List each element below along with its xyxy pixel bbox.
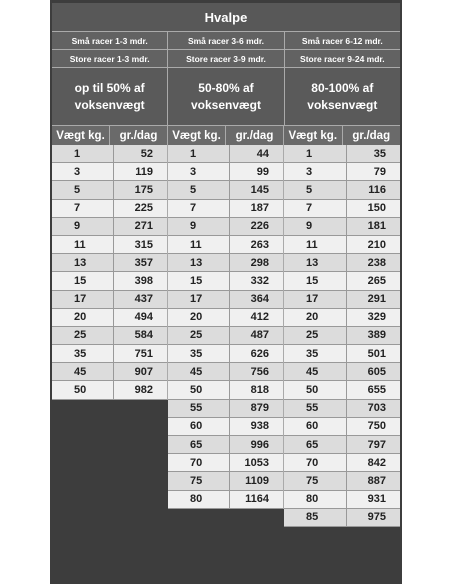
grams-per-day-cell: 751 [134,347,153,360]
weight-cell: 11 [284,236,347,253]
large-breed-age-row [52,50,400,68]
grams-per-day-cell: 412 [250,311,269,324]
table-row [284,200,400,218]
column-group-1 [52,126,168,400]
table-row [284,327,400,345]
weight-cell: 1 [52,145,114,162]
weight-cell: 9 [52,218,114,235]
weight-cell: 15 [52,272,114,289]
grams-per-day-cell: 181 [367,220,386,233]
table-row [52,345,167,363]
table-row [284,381,400,399]
table-row [168,163,283,181]
weight-cell: 25 [168,327,230,344]
grams-per-day-cell: 1164 [245,493,269,506]
grams-per-day-cell: 605 [367,365,386,378]
weight-cell: 9 [284,218,347,235]
grams-per-day-cell: 99 [256,165,269,178]
table-row [168,400,283,418]
weight-cell: 13 [284,254,347,271]
table-row [284,309,400,327]
grams-per-day-cell: 626 [250,347,269,360]
grams-per-day-cell: 52 [140,147,153,160]
table-row [284,363,400,381]
column-group-3 [284,126,400,527]
table-row [168,254,283,272]
grams-per-day-cell: 797 [367,438,386,451]
weight-cell: 65 [168,436,230,453]
weight-cell: 60 [284,418,347,435]
table-row [52,272,167,290]
table-row [284,236,400,254]
weight-column-header: Vægt kg. [52,126,110,145]
table-row [168,236,283,254]
weight-cell: 1 [284,145,347,162]
large-breed-age-2: Store racer 3-9 mdr. [168,50,284,68]
grams-per-day-cell: 996 [250,438,269,451]
table-row [284,418,400,436]
column-header-row [52,126,167,145]
table-row [52,363,167,381]
grams-per-day-cell: 655 [367,384,386,397]
weight-cell: 3 [52,163,114,180]
table-row [168,345,283,363]
table-row [52,309,167,327]
weight-cell: 7 [284,200,347,217]
percent-text: 80-100% af [311,80,374,95]
weight-cell: 45 [168,363,230,380]
grams-per-day-cell: 938 [250,420,269,433]
grams-per-day-cell: 145 [250,183,269,196]
small-breed-age-row [52,32,400,50]
weight-cell: 45 [52,363,114,380]
table-row [168,472,283,490]
percent-text: op til 50% af [74,80,145,95]
grams-per-day-cell: 329 [367,311,386,324]
weight-cell: 20 [284,309,347,326]
grams-per-day-cell: 226 [250,220,269,233]
grams-per-day-cell: 44 [256,147,269,160]
grams-per-day-cell: 116 [368,183,386,196]
large-breed-age-3: Store racer 9-24 mdr. [285,50,400,68]
weight-cell: 35 [52,345,114,362]
weight-cell: 5 [52,181,114,198]
weight-cell: 7 [52,200,114,217]
table-row [52,200,167,218]
table-row [284,472,400,490]
table-row [52,145,167,163]
grams-per-day-cell: 79 [373,165,386,178]
table-row [284,145,400,163]
weight-cell: 11 [52,236,114,253]
table-row [284,509,400,527]
grams-per-day-column-header: gr./dag [235,129,274,142]
grams-per-day-cell: 887 [367,474,386,487]
grams-per-day-cell: 298 [250,256,269,269]
grams-per-day-cell: 175 [134,183,153,196]
table-row [52,236,167,254]
table-row [284,163,400,181]
grams-per-day-cell: 501 [367,347,386,360]
table-row [168,436,283,454]
grams-per-day-cell: 389 [367,329,386,342]
grams-per-day-cell: 265 [367,274,386,287]
table-row [168,181,283,199]
data-rows [284,145,400,527]
table-row [284,436,400,454]
grams-per-day-cell: 119 [135,165,153,178]
weight-cell: 15 [168,272,230,289]
table-row [284,291,400,309]
weight-cell: 55 [284,400,347,417]
table-row [52,181,167,199]
grams-per-day-cell: 879 [250,402,269,415]
weight-cell: 3 [168,163,230,180]
weight-cell: 70 [284,454,347,471]
weight-cell: 65 [284,436,347,453]
weight-cell: 3 [284,163,347,180]
weight-cell: 25 [284,327,347,344]
grams-per-day-cell: 842 [367,456,386,469]
table-row [168,200,283,218]
grams-per-day-cell: 437 [134,293,153,306]
weight-cell: 1 [168,145,230,162]
table-row [52,254,167,272]
grams-per-day-cell: 750 [367,420,386,433]
grams-per-day-cell: 1109 [245,474,269,487]
table-row [168,327,283,345]
weight-cell: 50 [168,381,230,398]
weight-cell: 17 [284,291,347,308]
weight-cell: 80 [168,491,230,508]
weight-cell: 11 [168,236,230,253]
adult-weight-percent-2 [168,68,284,126]
weight-cell: 85 [284,509,347,526]
grams-per-day-cell: 187 [250,202,269,215]
weight-cell: 35 [284,345,347,362]
table-row [52,291,167,309]
weight-cell: 20 [52,309,114,326]
puppy-feeding-table [52,3,400,527]
grams-per-day-cell: 1053 [244,456,269,469]
weight-column-header: Vægt kg. [168,126,226,145]
column-header-row [284,126,400,145]
adult-weight-percent-row [52,68,400,126]
column-group-2 [168,126,284,509]
weight-cell: 7 [168,200,230,217]
grams-per-day-cell: 818 [250,384,269,397]
small-breed-age-2: Små racer 3-6 mdr. [168,32,284,50]
table-row [284,181,400,199]
grams-per-day-cell: 150 [367,202,386,215]
table-row [284,272,400,290]
table-row [168,145,283,163]
weight-cell: 55 [168,400,230,417]
weight-cell: 60 [168,418,230,435]
small-breed-age-3: Små racer 6-12 mdr. [285,32,400,50]
table-row [52,381,167,399]
grams-per-day-cell: 398 [134,274,153,287]
weight-cell: 80 [284,491,347,508]
weight-cell: 50 [52,381,114,398]
grams-per-day-cell: 357 [134,256,153,269]
grams-per-day-cell: 931 [367,493,386,506]
grams-per-day-cell: 291 [367,293,386,306]
grams-per-day-cell: 975 [367,511,386,524]
table-row [168,491,283,509]
data-column-groups [52,126,400,527]
grams-per-day-cell: 982 [134,384,153,397]
table-row [168,309,283,327]
column-header-row [168,126,283,145]
weight-cell: 13 [52,254,114,271]
weight-cell: 75 [168,472,230,489]
table-row [168,363,283,381]
small-breed-age-1: Små racer 1-3 mdr. [52,32,168,50]
table-row [168,291,283,309]
table-row [168,454,283,472]
grams-per-day-cell: 35 [373,147,386,160]
percent-unit: voksenvægt [307,97,378,112]
weight-cell: 70 [168,454,230,471]
weight-cell: 5 [284,181,347,198]
weight-cell: 35 [168,345,230,362]
table-row [168,418,283,436]
table-row [284,491,400,509]
weight-cell: 13 [168,254,230,271]
grams-per-day-cell: 263 [250,238,269,251]
grams-per-day-cell: 494 [134,311,153,324]
grams-per-day-cell: 756 [250,365,269,378]
grams-per-day-cell: 364 [250,293,269,306]
data-rows [168,145,283,509]
grams-per-day-cell: 584 [134,329,153,342]
adult-weight-percent-1 [52,68,168,126]
table-title: Hvalpe [52,3,400,32]
grams-per-day-cell: 210 [367,238,386,251]
weight-cell: 9 [168,218,230,235]
table-row [168,272,283,290]
table-row [284,254,400,272]
weight-cell: 5 [168,181,230,198]
adult-weight-percent-3 [285,68,400,126]
grams-per-day-cell: 238 [367,256,386,269]
weight-cell: 45 [284,363,347,380]
grams-per-day-cell: 315 [134,238,153,251]
weight-cell: 50 [284,381,347,398]
table-row [284,345,400,363]
grams-per-day-cell: 703 [367,402,386,415]
weight-cell: 17 [168,291,230,308]
weight-cell: 20 [168,309,230,326]
table-row [284,454,400,472]
table-row [168,218,283,236]
data-rows [52,145,167,400]
table-row [168,381,283,399]
large-breed-age-1: Store racer 1-3 mdr. [52,50,168,68]
grams-per-day-cell: 487 [250,329,269,342]
grams-per-day-column-header: gr./dag [352,129,391,142]
weight-cell: 17 [52,291,114,308]
table-row [284,218,400,236]
grams-per-day-cell: 907 [134,365,153,378]
grams-per-day-cell: 271 [134,220,153,233]
weight-column-header: Vægt kg. [284,126,343,145]
weight-cell: 15 [284,272,347,289]
grams-per-day-column-header: gr./dag [119,129,158,142]
table-row [284,400,400,418]
table-row [52,163,167,181]
grams-per-day-cell: 225 [134,202,153,215]
percent-unit: voksenvægt [74,97,145,112]
weight-cell: 75 [284,472,347,489]
table-row [52,218,167,236]
weight-cell: 25 [52,327,114,344]
percent-text: 50-80% af [198,80,254,95]
grams-per-day-cell: 332 [250,274,269,287]
table-row [52,327,167,345]
percent-unit: voksenvægt [190,97,261,112]
